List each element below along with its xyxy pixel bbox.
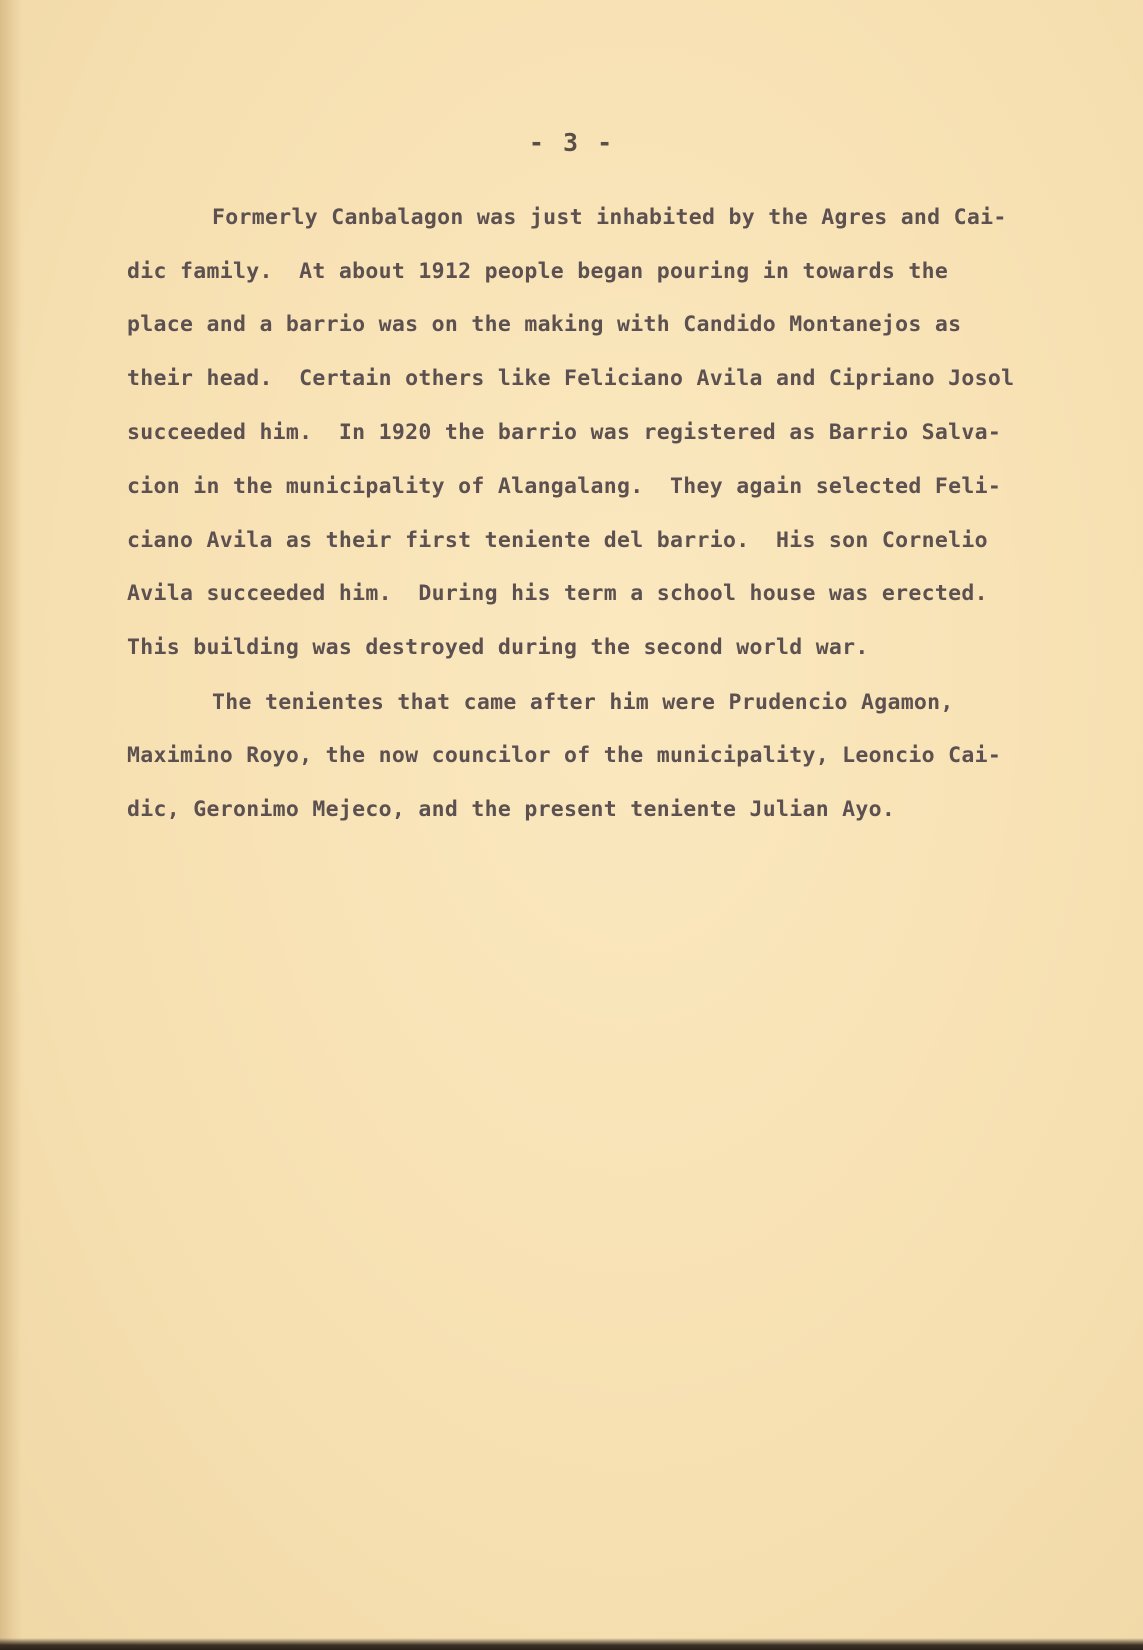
paragraph-2-line-1: The tenientes that came after him were Prudencio Agamon, [212,690,954,715]
page-left-edge-shadow [0,0,22,1650]
paragraph-1-line-2: dic family. At about 1912 people began pouring in towards the [127,259,949,284]
paragraph-1-line-4: their head. Certain others like Feliciano Avila and Cipriano Josol [127,366,1015,391]
paragraph-1-line-9: This building was destroyed during the second world war. [127,635,869,660]
paragraph-1-line-1: Formerly Canbalagon was just inhabited by the Agres and Cai- [212,205,1007,230]
paragraph-1-line-6: cion in the municipality of Alangalang. They again selected Feli- [127,474,1002,499]
paragraph-1-line-7: ciano Avila as their first teniente del barrio. His son Cornelio [127,528,988,553]
paragraph-2-line-3: dic, Geronimo Mejeco, and the present teniente Julian Ayo. [127,797,896,822]
page-bottom-edge-shadow [0,1638,1143,1650]
paragraph-1-line-8: Avila succeeded him. During his term a school house was erected. [127,581,988,606]
paragraph-1-line-5: succeeded him. In 1920 the barrio was registered as Barrio Salva- [127,420,1002,445]
paragraph-1-line-3: place and a barrio was on the making with Candido Montanejos as [127,312,962,337]
page-number: - 3 - [528,128,615,157]
paragraph-2-line-2: Maximino Royo, the now councilor of the municipality, Leoncio Cai- [127,743,1002,768]
